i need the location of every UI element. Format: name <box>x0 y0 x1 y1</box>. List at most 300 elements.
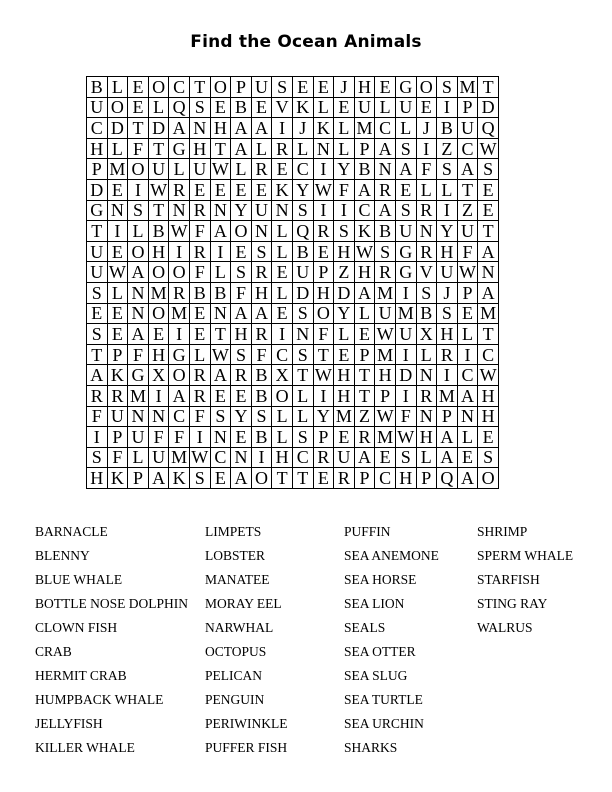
grid-cell: G <box>169 138 190 159</box>
grid-cell: A <box>457 468 478 489</box>
grid-cell: A <box>457 159 478 180</box>
grid-cell: E <box>395 179 416 200</box>
grid-cell: E <box>148 324 169 345</box>
grid-cell: L <box>334 138 355 159</box>
grid-cell: E <box>313 241 334 262</box>
word-list-item: STING RAY <box>477 596 548 611</box>
grid-cell: W <box>376 406 394 427</box>
grid-cell: A <box>210 365 231 386</box>
grid-cell: T <box>478 221 499 242</box>
grid-row <box>87 179 499 200</box>
grid-row <box>87 118 499 139</box>
grid-cell: E <box>87 303 108 324</box>
page-title: Find the Ocean Animals <box>190 32 422 52</box>
grid-cell: N <box>189 118 210 139</box>
grid-cell: T <box>189 77 210 98</box>
word-list-item: SEA LION <box>344 596 405 611</box>
grid-cell: P <box>354 468 375 489</box>
grid-cell: D <box>334 282 355 303</box>
grid-cell: N <box>251 221 272 242</box>
grid-cell: A <box>128 262 149 283</box>
grid-cell: M <box>478 303 499 324</box>
grid-cell: C <box>354 200 375 221</box>
grid-cell: C <box>169 406 190 427</box>
word-list-item: PENGUIN <box>205 692 265 707</box>
grid-cell: E <box>189 324 210 345</box>
grid-cell: P <box>107 344 128 365</box>
grid-cell: P <box>128 468 149 489</box>
grid-cell: C <box>457 365 478 386</box>
grid-cell: L <box>354 303 375 324</box>
grid-cell: U <box>128 427 149 448</box>
grid-cell: I <box>272 118 293 139</box>
word-list-item: SEA HORSE <box>344 572 417 587</box>
grid-cell: I <box>395 282 416 303</box>
grid-cell: R <box>437 344 458 365</box>
grid-cell: N <box>416 221 437 242</box>
grid-cell: F <box>107 447 128 468</box>
grid-cell: L <box>107 77 128 98</box>
grid-cell: R <box>334 468 355 489</box>
grid-cell: E <box>251 97 272 118</box>
grid-cell: S <box>87 282 108 303</box>
grid-cell: W <box>191 447 209 468</box>
grid-cell: H <box>148 344 169 365</box>
grid-cell: B <box>251 427 272 448</box>
grid-cell: Y <box>334 159 355 180</box>
grid-cell: S <box>251 406 272 427</box>
grid-cell: H <box>334 365 355 386</box>
grid-cell: I <box>437 97 458 118</box>
word-list-column-3 <box>344 522 439 762</box>
grid-cell: T <box>478 77 499 98</box>
grid-cell: Z <box>354 406 375 427</box>
grid-cell: W <box>150 179 168 200</box>
grid-cell: S <box>189 468 210 489</box>
grid-cell: Z <box>437 138 458 159</box>
grid-cell: R <box>313 221 334 242</box>
grid-cell: F <box>334 179 355 200</box>
grid-cell: G <box>395 77 416 98</box>
grid-cell: H <box>87 468 108 489</box>
grid-cell: E <box>107 179 128 200</box>
grid-cell: H <box>231 324 252 345</box>
grid-cell: L <box>292 138 313 159</box>
grid-cell: O <box>416 77 437 98</box>
grid-cell: O <box>272 385 293 406</box>
grid-cell: N <box>478 262 499 283</box>
grid-cell: W <box>356 241 374 262</box>
grid-cell: Y <box>231 406 252 427</box>
grid-row <box>87 468 499 489</box>
grid-cell: Q <box>169 97 190 118</box>
grid-cell: N <box>272 200 293 221</box>
grid-cell: E <box>210 385 231 406</box>
word-list-item: PUFFIN <box>344 524 391 539</box>
grid-cell: S <box>334 221 355 242</box>
grid-cell: U <box>148 447 169 468</box>
grid-cell: E <box>251 179 272 200</box>
grid-cell: O <box>128 159 149 180</box>
grid-cell: H <box>87 138 108 159</box>
word-list-column-2 <box>205 522 287 762</box>
grid-cell: A <box>231 303 252 324</box>
grid-cell: I <box>189 427 210 448</box>
word-list-item: JELLYFISH <box>35 716 103 731</box>
grid-cell: S <box>437 159 458 180</box>
grid-cell: E <box>189 179 210 200</box>
grid-cell: E <box>334 97 355 118</box>
grid-cell: C <box>375 118 396 139</box>
grid-cell: A <box>457 385 478 406</box>
word-list-item: BOTTLE NOSE DOLPHIN <box>35 596 188 611</box>
grid-cell: A <box>231 118 252 139</box>
grid-cell: N <box>416 406 437 427</box>
grid-cell: M <box>437 385 458 406</box>
grid-row <box>87 97 499 118</box>
grid-cell: L <box>395 118 416 139</box>
grid-cell: E <box>272 159 293 180</box>
grid-cell: H <box>272 447 293 468</box>
grid-cell: B <box>189 282 210 303</box>
grid-cell: T <box>128 118 149 139</box>
grid-cell: N <box>416 365 437 386</box>
grid-cell: X <box>148 365 169 386</box>
grid-cell: P <box>87 159 108 180</box>
grid-cell: K <box>313 118 334 139</box>
grid-cell: F <box>189 406 210 427</box>
grid-cell: I <box>457 344 478 365</box>
grid-cell: H <box>416 427 437 448</box>
grid-row <box>87 303 499 324</box>
word-list-item: BLENNY <box>35 548 90 563</box>
word-list-item: LOBSTER <box>205 548 266 563</box>
grid-cell: S <box>395 200 416 221</box>
grid-cell: L <box>416 179 437 200</box>
grid-cell: I <box>437 365 458 386</box>
grid-cell: J <box>437 282 458 303</box>
grid-cell: M <box>375 427 396 448</box>
grid-cell: H <box>148 241 169 262</box>
grid-cell: L <box>272 427 293 448</box>
grid-cell: A <box>354 282 375 303</box>
grid-cell: L <box>210 262 231 283</box>
grid-cell: K <box>354 221 375 242</box>
grid-cell: L <box>128 221 149 242</box>
grid-cell: O <box>478 468 499 489</box>
word-list-item: CRAB <box>35 644 72 659</box>
grid-cell: A <box>437 427 458 448</box>
grid-cell: K <box>169 468 190 489</box>
grid-cell: T <box>457 179 478 200</box>
grid-cell: H <box>354 77 375 98</box>
grid-cell: T <box>87 221 108 242</box>
grid-cell: R <box>189 365 210 386</box>
grid-cell: B <box>210 282 231 303</box>
grid-cell: U <box>189 159 210 180</box>
grid-cell: J <box>416 118 437 139</box>
grid-cell: X <box>272 365 293 386</box>
grid-cell: I <box>87 427 108 448</box>
grid-cell: X <box>416 324 437 345</box>
grid-cell: P <box>354 138 375 159</box>
grid-cell: W <box>170 220 188 241</box>
grid-cell: N <box>210 427 231 448</box>
grid-cell: E <box>231 385 252 406</box>
grid-cell: L <box>107 138 128 159</box>
grid-cell: R <box>354 427 375 448</box>
grid-cell: N <box>375 159 396 180</box>
word-list-item: OCTOPUS <box>205 644 267 659</box>
grid-cell: E <box>416 97 437 118</box>
grid-cell: H <box>478 406 499 427</box>
grid-cell: A <box>169 118 190 139</box>
grid-cell: P <box>457 97 478 118</box>
grid-cell: E <box>313 77 334 98</box>
grid-cell: U <box>457 221 478 242</box>
grid-cell: L <box>437 179 458 200</box>
grid-cell: B <box>231 97 252 118</box>
word-list-item: PERIWINKLE <box>205 716 288 731</box>
grid-cell: S <box>416 282 437 303</box>
grid-cell: P <box>231 77 252 98</box>
grid-cell: Y <box>437 221 458 242</box>
word-list-item: SEA TURTLE <box>344 692 423 707</box>
grid-cell: B <box>251 385 272 406</box>
grid-cell: S <box>272 77 293 98</box>
grid-cell: N <box>128 282 149 303</box>
grid-cell: L <box>457 324 478 345</box>
word-list-item: MORAY EEL <box>205 596 282 611</box>
grid-cell: S <box>478 447 499 468</box>
grid-cell: B <box>437 118 458 139</box>
grid-row <box>87 241 499 262</box>
grid-row <box>87 406 499 427</box>
grid-cell: B <box>87 77 108 98</box>
grid-cell: E <box>128 77 149 98</box>
grid-cell: A <box>395 159 416 180</box>
grid-cell: U <box>457 118 478 139</box>
grid-cell: S <box>231 262 252 283</box>
grid-cell: Y <box>313 406 334 427</box>
grid-cell: T <box>478 324 499 345</box>
grid-cell: A <box>251 303 272 324</box>
grid-cell: D <box>107 118 128 139</box>
grid-cell: Q <box>478 118 499 139</box>
grid-cell: S <box>375 241 396 262</box>
grid-row <box>87 447 499 468</box>
grid-cell: A <box>128 324 149 345</box>
grid-cell: N <box>231 447 252 468</box>
grid-cell: I <box>169 324 190 345</box>
grid-cell: R <box>231 365 252 386</box>
grid-cell: O <box>169 262 190 283</box>
grid-cell: A <box>478 241 499 262</box>
grid-row <box>87 77 499 98</box>
grid-cell: M <box>375 282 396 303</box>
grid-cell: T <box>292 365 313 386</box>
grid-cell: L <box>313 97 334 118</box>
grid-cell: R <box>375 179 396 200</box>
grid-cell: P <box>416 468 437 489</box>
grid-cell: B <box>416 303 437 324</box>
grid-cell: E <box>375 447 396 468</box>
grid-cell: D <box>395 365 416 386</box>
grid-cell: C <box>292 159 313 180</box>
grid-cell: K <box>272 179 293 200</box>
grid-cell: D <box>478 97 499 118</box>
grid-cell: L <box>231 159 252 180</box>
word-list-item: LIMPETS <box>205 524 262 539</box>
grid-cell: W <box>108 262 126 283</box>
grid-cell: F <box>395 406 416 427</box>
grid-cell: G <box>395 262 416 283</box>
grid-cell: L <box>292 385 313 406</box>
grid-cell: O <box>169 365 190 386</box>
grid-cell: W <box>211 159 229 180</box>
grid-cell: P <box>313 262 334 283</box>
grid-cell: E <box>107 241 128 262</box>
grid-cell: M <box>107 159 128 180</box>
grid-row <box>87 282 499 303</box>
grid-cell: I <box>313 385 334 406</box>
word-list-item: HUMPBACK WHALE <box>35 692 164 707</box>
grid-cell: H <box>189 138 210 159</box>
grid-cell: Y <box>334 303 355 324</box>
word-list-item: SEA ANEMONE <box>344 548 439 563</box>
grid-cell: U <box>354 97 375 118</box>
grid-cell: O <box>148 77 169 98</box>
grid-cell: U <box>395 324 416 345</box>
grid-cell: C <box>210 447 231 468</box>
grid-cell: N <box>457 406 478 427</box>
grid-cell: T <box>272 468 293 489</box>
grid-cell: W <box>397 426 415 447</box>
grid-cell: T <box>292 468 313 489</box>
grid-cell: Q <box>437 468 458 489</box>
grid-cell: Y <box>231 200 252 221</box>
grid-cell: C <box>292 447 313 468</box>
grid-cell: K <box>292 97 313 118</box>
grid-cell: S <box>128 200 149 221</box>
grid-cell: S <box>87 324 108 345</box>
grid-cell: M <box>148 282 169 303</box>
grid-cell: O <box>148 303 169 324</box>
grid-cell: N <box>128 406 149 427</box>
grid-cell: I <box>107 221 128 242</box>
word-list-item: PELICAN <box>205 668 262 683</box>
word-list-item: KILLER WHALE <box>35 740 135 755</box>
grid-cell: H <box>334 241 355 262</box>
grid-cell: E <box>334 427 355 448</box>
grid-cell: H <box>354 262 375 283</box>
grid-cell: Z <box>457 200 478 221</box>
grid-cell: O <box>148 262 169 283</box>
grid-cell: L <box>292 406 313 427</box>
grid-row <box>87 427 499 448</box>
grid-cell: S <box>210 406 231 427</box>
grid-cell: E <box>478 427 499 448</box>
grid-cell: L <box>334 324 355 345</box>
grid-cell: U <box>87 262 108 283</box>
grid-cell: P <box>313 427 334 448</box>
grid-cell: I <box>148 385 169 406</box>
grid-cell: C <box>169 77 190 98</box>
grid-cell: M <box>457 77 478 98</box>
grid-cell: E <box>231 427 252 448</box>
grid-cell: R <box>189 385 210 406</box>
grid-cell: T <box>148 138 169 159</box>
grid-cell: T <box>148 200 169 221</box>
grid-cell: W <box>314 365 332 386</box>
grid-cell: U <box>395 221 416 242</box>
grid-cell: F <box>87 406 108 427</box>
grid-cell: R <box>251 324 272 345</box>
grid-cell: S <box>292 427 313 448</box>
grid-cell: F <box>189 262 210 283</box>
grid-cell: H <box>375 365 396 386</box>
grid-cell: C <box>272 344 293 365</box>
grid-cell: U <box>334 447 355 468</box>
grid-cell: R <box>87 385 108 406</box>
grid-cell: L <box>107 282 128 303</box>
grid-cell: S <box>251 241 272 262</box>
grid-cell: V <box>416 262 437 283</box>
grid-cell: F <box>251 344 272 365</box>
grid-cell: E <box>210 97 231 118</box>
grid-cell: H <box>313 282 334 303</box>
grid-cell: L <box>272 282 293 303</box>
grid-cell: E <box>354 324 375 345</box>
grid-cell: L <box>251 138 272 159</box>
grid-cell: R <box>251 262 272 283</box>
word-list-item: SEA SLUG <box>344 668 408 683</box>
grid-cell: E <box>478 200 499 221</box>
grid-cell: I <box>128 179 149 200</box>
grid-cell: P <box>375 385 396 406</box>
grid-cell: T <box>313 344 334 365</box>
grid-cell: G <box>128 365 149 386</box>
grid-cell: I <box>395 344 416 365</box>
grid-cell: G <box>395 241 416 262</box>
grid-cell: H <box>437 324 458 345</box>
grid-cell: O <box>210 77 231 98</box>
word-list-item: BARNACLE <box>35 524 108 539</box>
grid-cell: T <box>354 385 375 406</box>
grid-cell: I <box>334 200 355 221</box>
grid-cell: N <box>148 406 169 427</box>
grid-cell: S <box>437 77 458 98</box>
grid-cell: A <box>478 282 499 303</box>
grid-cell: I <box>272 324 293 345</box>
grid-cell: U <box>395 97 416 118</box>
grid-cell: A <box>231 468 252 489</box>
grid-cell: F <box>128 138 149 159</box>
grid-cell: N <box>210 303 231 324</box>
word-list-column-1 <box>35 522 188 762</box>
grid-row <box>87 200 499 221</box>
grid-cell: Y <box>292 179 313 200</box>
grid-cell: H <box>334 385 355 406</box>
grid-cell: N <box>313 138 334 159</box>
grid-cell: O <box>313 303 334 324</box>
grid-cell: E <box>128 97 149 118</box>
grid-cell: D <box>148 118 169 139</box>
grid-cell: M <box>128 385 149 406</box>
grid-cell: A <box>437 447 458 468</box>
grid-cell: R <box>416 200 437 221</box>
grid-cell: U <box>437 262 458 283</box>
